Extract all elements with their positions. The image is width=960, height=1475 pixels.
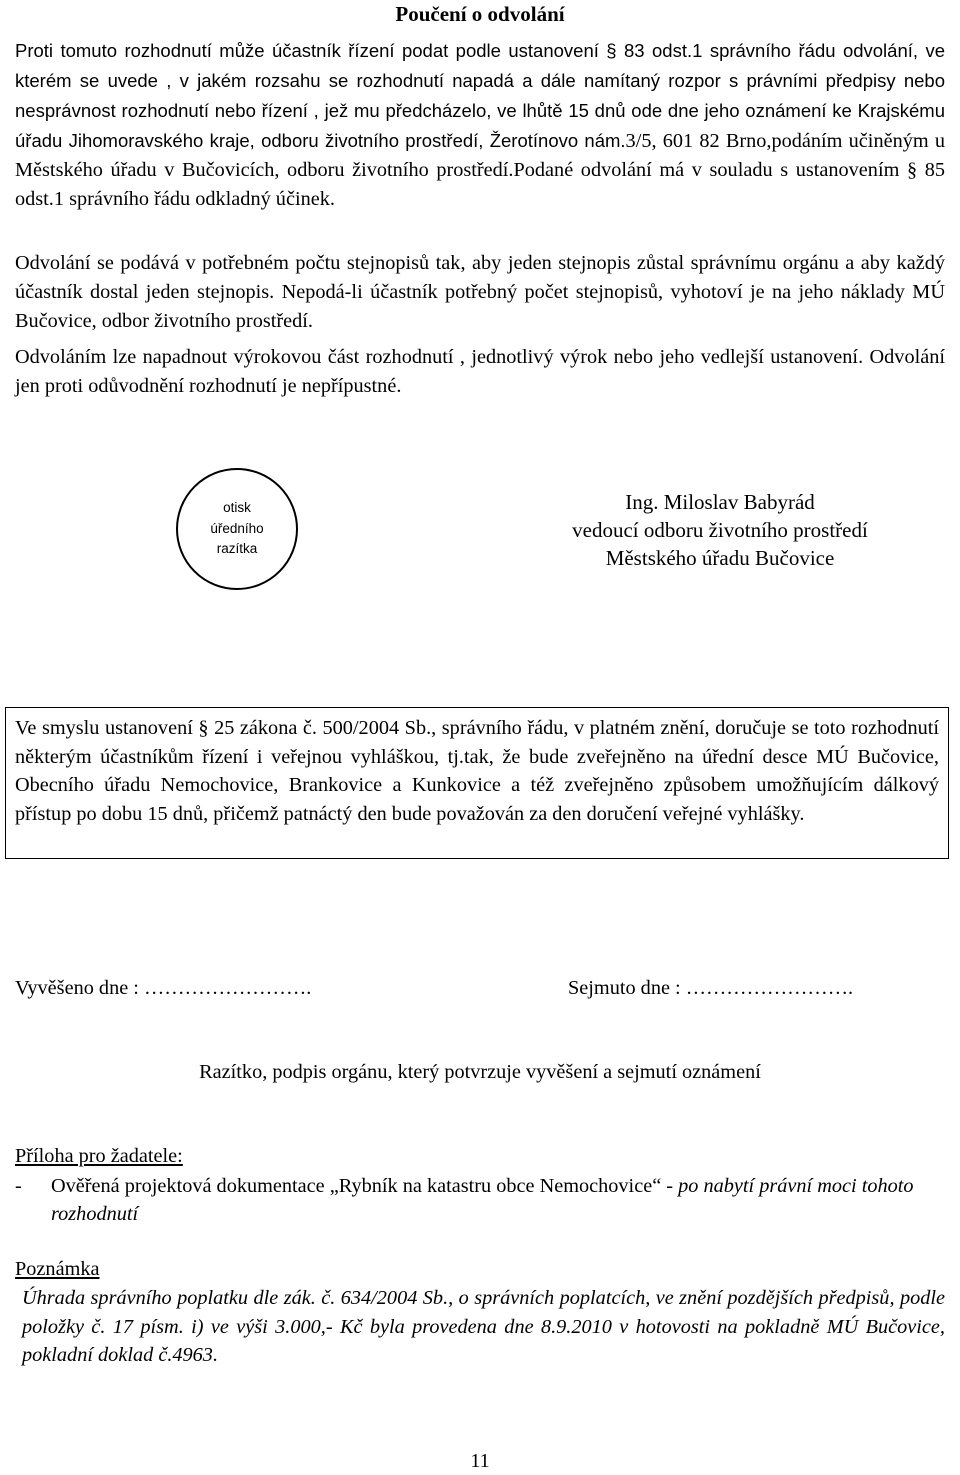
page-title: Poučení o odvolání <box>395 2 565 26</box>
appeal-paragraph-1-sans: Proti tomuto rozhodnutí může účastník řízení podat podle ustanovení § 83 odst.1 správního řádu odvolání, ve kterém se uvede , v jakém rozsahu se rozhodnutí napadá a dále namítaný rozpor s právními předpisy nebo nesprávnost rozhodnutí nebo řízení , jež mu předcházelo, ve lhůtě 15 dnů ode dne jeho oznámení ke Krajskému úřadu Jihomoravského kraje, odboru životního prostředí, Žerotínovo nám. <box>15 40 945 151</box>
posted-date-field: Vyvěšeno dne : ……………………. <box>15 977 312 999</box>
signatory-position: vedoucí odboru životního prostředí <box>572 518 868 542</box>
signatory-office: Městského úřadu Bučovice <box>605 546 835 570</box>
appeal-paragraph-2: Odvolání se podává v potřebném počtu stejnopisů tak, aby jeden stejnopis zůstal správnímu orgánu a aby každý účastník dostal jeden stejnopis. Nepodá-li účastník potřebný počet stejnopisů, vyhotoví je na jeho náklady MÚ Bučovice, odbor životního prostředí. <box>15 252 945 332</box>
appeal-paragraph-3: Odvoláním lze napadnout výrokovou část rozhodnutí , jednotlivý výrok nebo jeho vedlejší ustanovení. Odvolání jen proti odůvodnění rozhodnutí je nepřípustné. <box>15 346 945 397</box>
appeal-paragraph-1-serif: 3/5, 601 82 Brno,podáním učiněným u Městského úřadu v Bučovicích, odboru životního prostředí.Podané odvolání má v souladu s ustanovením § 85 odst.1 správního řádu odkladný účinek. <box>15 130 945 210</box>
stamp-line-2: úředního <box>210 520 264 536</box>
official-stamp-placeholder <box>176 468 298 590</box>
attachment-item-italic: po nabytí právní moci tohoto rozhodnutí <box>51 1175 914 1225</box>
appeal-paragraph-1 <box>15 36 945 214</box>
stamp-confirmation-note: Razítko, podpis orgánu, který potvrzuje vyvěšení a sejmutí oznámení <box>199 1061 761 1083</box>
attachment-item-text: Ověřená projektová dokumentace „Rybník na katastru obce Nemochovice“ - <box>51 1175 679 1197</box>
removed-date-field: Sejmuto dne : ……………………. <box>568 977 854 999</box>
stamp-line-3: razítka <box>216 541 258 557</box>
attachment-bullet: - <box>15 1175 22 1197</box>
page-number: 11 <box>470 1450 490 1472</box>
public-notice-text: Ve smyslu ustanovení § 25 zákona č. 500/2004 Sb., správního řádu, v platném znění, doručuje se toto rozhodnutí některým účastníkům řízení i veřejnou vyhláškou, tj.tak, že bude zveřejněno na úřední desce MÚ Bučovice, Obecního úřadu Nemochovice, Brankovice a Kunkovice a též zveřejněno způsobem umožňujícím dálkový přístup po dobu 15 dnů, přičemž patnáctý den bude považován za den doručení veřejné vyhlášky. <box>15 717 939 825</box>
signatory-name: Ing. Miloslav Babyrád <box>625 490 815 514</box>
public-notice-box <box>5 707 949 859</box>
note-heading: Poznámka <box>15 1258 100 1280</box>
attachment-item <box>51 1172 931 1228</box>
attachment-heading: Příloha pro žadatele: <box>15 1145 183 1167</box>
stamp-line-1: otisk <box>223 500 251 516</box>
note-text: Úhrada správního poplatku dle zák. č. 634/2004 Sb., o správních poplatcích, ve znění pozdějších předpisů, podle položky č. 17 písm. i) ve výši 3.000,- Kč byla provedena dne 8.9.2010 v hotovosti na pokladně MÚ Bučovice, pokladní doklad č.4963. <box>22 1287 945 1366</box>
